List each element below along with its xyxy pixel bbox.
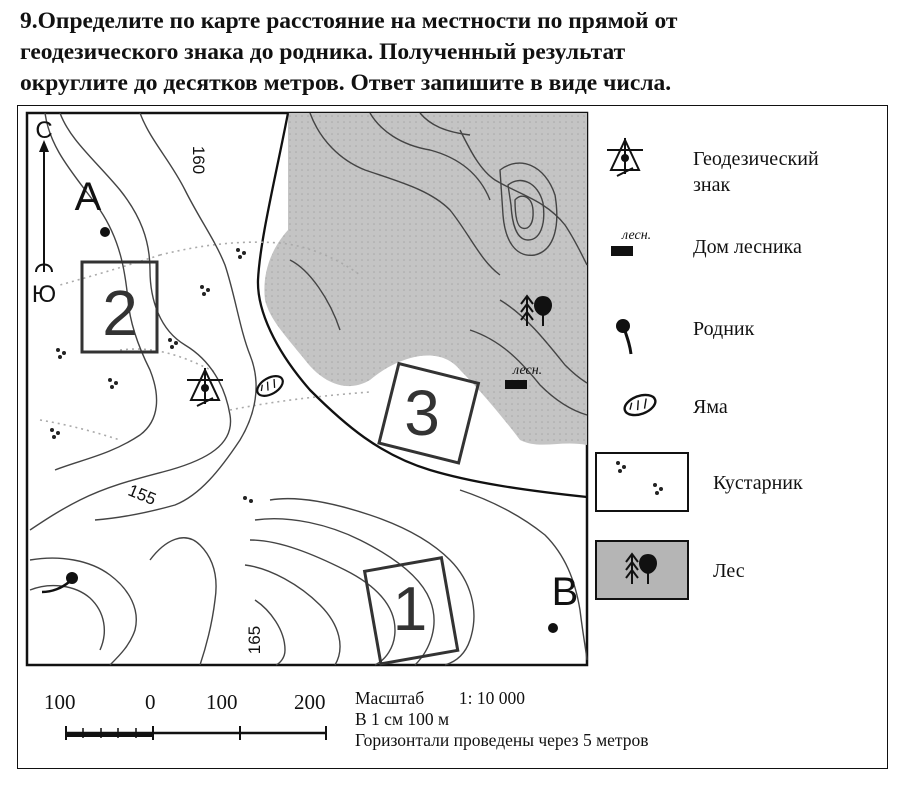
scale-title: Масштаб	[355, 688, 425, 708]
question-line-2: геодезического знака до родника. Полученный результат	[20, 39, 626, 65]
legend-geodetic-icon	[607, 138, 643, 176]
legend-spring-label: Родник	[693, 318, 755, 340]
scale-title-line	[355, 688, 649, 709]
legend-forest-swatch	[596, 541, 688, 599]
scale-per-cm: В 1 см 100 м	[355, 709, 450, 729]
point-b-marker	[548, 623, 558, 633]
question-line-3: округлите до десятков метров. Ответ запишите в виде числа.	[20, 70, 672, 96]
pit-icon	[254, 372, 286, 400]
point-a-marker	[100, 227, 110, 237]
scale-info	[355, 688, 649, 751]
scale-tick-0: 0	[145, 690, 156, 714]
square-2-label: 2	[102, 277, 138, 349]
north-arrow	[36, 140, 52, 272]
legend-forester-icon	[611, 246, 633, 256]
legend-geodetic-line-2: знак	[693, 174, 731, 196]
forester-house-icon	[505, 380, 527, 389]
south-label: Ю	[31, 281, 57, 308]
question-line-1: 9.Определите по карте расстояние на местности по прямой от	[20, 8, 678, 34]
north-label: С	[35, 117, 53, 144]
legend-forest-label: Лес	[713, 560, 745, 582]
point-b-label: В	[551, 570, 579, 614]
square-3-label: 3	[404, 377, 440, 449]
contour-label-165: 165	[245, 625, 264, 655]
legend-pit-label: Яма	[693, 396, 728, 418]
forester-house-map-label: лесн.	[513, 363, 543, 378]
legend-geodetic-label	[693, 146, 819, 198]
legend-forester-label: Дом лесника	[693, 236, 802, 258]
legend-spring-icon	[616, 319, 631, 354]
legend-geodetic-line-1: Геодезический	[693, 148, 819, 170]
square-1-label: 1	[392, 575, 428, 644]
scale-contour-note: Горизонтали проведены через 5 метров	[355, 730, 649, 750]
scale-tick-100: 100	[206, 690, 238, 714]
contour-label-160: 160	[189, 145, 208, 175]
point-a-label: А	[74, 175, 102, 219]
legend-pit-icon	[622, 391, 658, 419]
legend-forester-marker: лесн.	[622, 228, 652, 243]
geodetic-sign-icon	[187, 368, 223, 406]
legend-shrub-label: Кустарник	[713, 472, 803, 494]
contour-label-155: 155	[125, 480, 159, 510]
scale-ratio: 1: 10 000	[458, 688, 525, 708]
scale-tick-200: 200	[294, 690, 326, 714]
scale-bar	[66, 726, 326, 740]
scale-tick-100-left: 100	[44, 690, 76, 714]
legend-shrub-swatch	[596, 453, 688, 511]
